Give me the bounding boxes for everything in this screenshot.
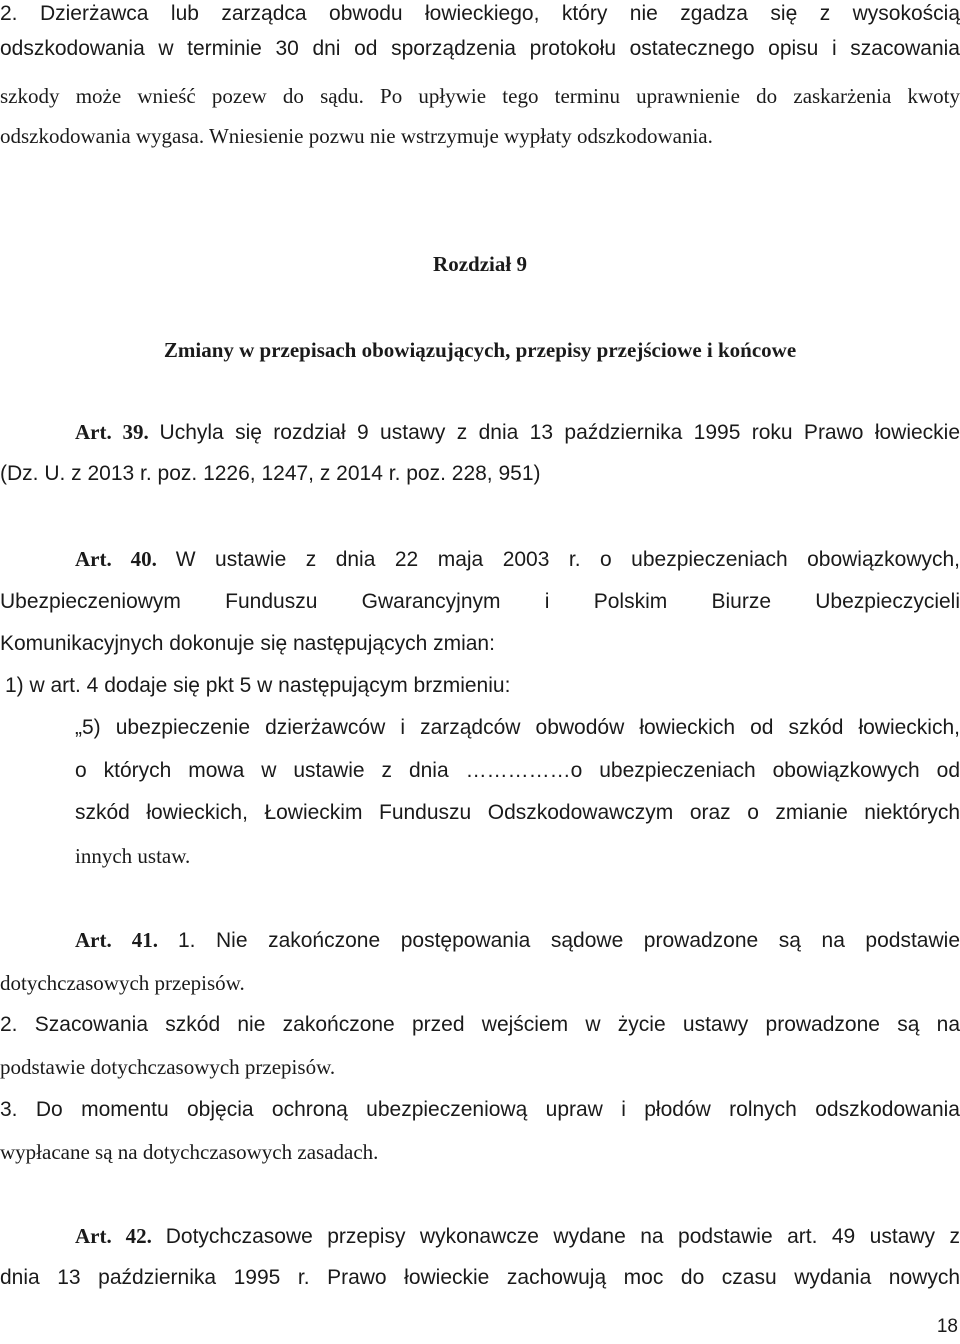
art41-p3-line-1: 3. Do momentu objęcia ochroną ubezpieczeniową upraw i płodów rolnych odszkodowania — [0, 1098, 960, 1121]
para2-line-2: odszkodowania w terminie 30 dni od sporządzenia protokołu ostatecznego opisu i szacowania — [0, 37, 960, 60]
art40-quote-line-4: innych ustaw. — [75, 844, 191, 868]
art40-quote-line-2: o których mowa w ustawie z dnia ……………o ubezpieczeniach obowiązkowych od — [75, 759, 960, 782]
art40-line-1 — [75, 545, 960, 574]
para2-line-3: szkody może wnieść pozew do sądu. Po upływie tego terminu uprawnienie do zaskarżenia kwoty — [0, 84, 960, 108]
art42-line-1 — [75, 1222, 960, 1251]
art41-p1-text: 1. Nie zakończone postępowania sądowe prowadzone są na podstawie — [177, 929, 960, 952]
art40-text-1: W ustawie z dnia 22 maja 2003 r. o ubezpieczeniach obowiązkowych, — [175, 548, 960, 571]
art39-line-2: (Dz. U. z 2013 r. poz. 1226, 1247, z 2014 r. poz. 228, 951) — [0, 462, 541, 485]
page-number: 18 — [936, 1316, 958, 1337]
art39-line-1 — [75, 418, 960, 447]
art40-quote-line-3: szkód łowieckich, Łowieckim Funduszu Odszkodowawczym oraz o zmianie niektórych — [75, 801, 960, 824]
art40-item-1: 1) w art. 4 dodaje się pkt 5 w następującym brzmieniu: — [5, 674, 511, 697]
para2-line-4: odszkodowania wygasa. Wniesienie pozwu nie wstrzymuje wypłaty odszkodowania. — [0, 124, 713, 148]
chapter-number: Rozdział 9 — [433, 252, 527, 276]
art42-line-2: dnia 13 października 1995 r. Prawo łowieckie zachowują moc do czasu wydania nowych — [0, 1266, 960, 1289]
art40-line-2: Ubezpieczeniowym Funduszu Gwarancyjnym i Polskim Biurze Ubezpieczycieli — [0, 590, 960, 613]
art42-label: Art. 42. — [75, 1224, 152, 1248]
art39-text-1: Uchyla się rozdział 9 ustawy z dnia 13 października 1995 roku Prawo łowieckie — [159, 421, 960, 444]
para2-line-1: 2. Dzierżawca lub zarządca obwodu łowieckiego, który nie zgadza się z wysokością — [0, 2, 960, 25]
art40-label: Art. 40. — [75, 547, 157, 571]
art40-line-3: Komunikacyjnych dokonuje się następujących zmian: — [0, 632, 495, 655]
art41-p2-line-2: podstawie dotychczasowych przepisów. — [0, 1055, 336, 1079]
art41-label: Art. 41. — [75, 928, 158, 952]
art42-text-1: Dotychczasowe przepisy wykonawcze wydane na podstawie art. 49 ustawy z — [165, 1225, 960, 1248]
art41-line-1 — [75, 926, 960, 955]
art40-quote-line-1: „5) ubezpieczenie dzierżawców i zarządców obwodów łowieckich od szkód łowieckich, — [75, 716, 960, 739]
art39-label: Art. 39. — [75, 420, 149, 444]
art41-p2-line-1: 2. Szacowania szkód nie zakończone przed wejściem w życie ustawy prowadzone są na — [0, 1013, 960, 1036]
art41-p3-line-2: wypłacane są na dotychczasowych zasadach. — [0, 1140, 379, 1164]
chapter-title: Zmiany w przepisach obowiązujących, przepisy przejściowe i końcowe — [163, 338, 797, 362]
art41-p1-line-2: dotychczasowych przepisów. — [0, 971, 245, 995]
